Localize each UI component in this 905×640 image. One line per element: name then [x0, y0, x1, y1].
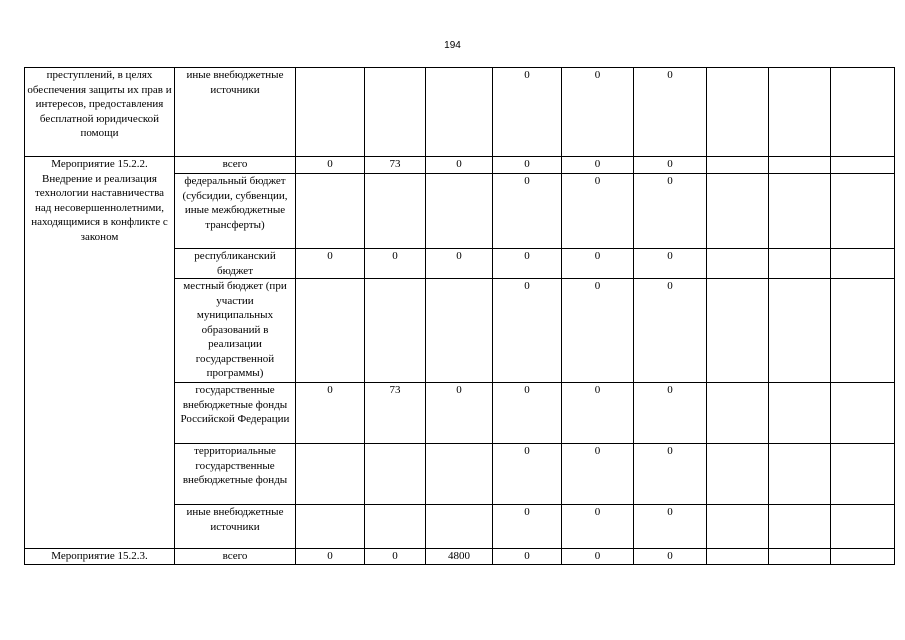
value-cell	[707, 279, 769, 383]
value-cell	[707, 174, 769, 249]
value-cell: 0	[634, 444, 707, 505]
value-cell	[365, 174, 426, 249]
value-cell	[769, 68, 831, 157]
value-cell: 0	[296, 157, 365, 174]
value-cell: 0	[493, 279, 562, 383]
value-cell: 0	[634, 174, 707, 249]
value-cell: 0	[493, 505, 562, 549]
budget-table	[24, 67, 895, 565]
value-cell: 0	[493, 157, 562, 174]
value-cell	[769, 549, 831, 565]
value-cell	[707, 444, 769, 505]
value-cell	[831, 383, 895, 444]
value-cell	[831, 505, 895, 549]
value-cell	[769, 383, 831, 444]
value-cell	[831, 157, 895, 174]
value-cell	[296, 68, 365, 157]
funding-source-cell: республиканский бюджет	[175, 249, 296, 279]
value-cell	[707, 383, 769, 444]
value-cell	[426, 174, 493, 249]
value-cell: 0	[562, 174, 634, 249]
value-cell	[296, 174, 365, 249]
value-cell: 0	[296, 383, 365, 444]
value-cell	[426, 68, 493, 157]
value-cell: 0	[562, 68, 634, 157]
funding-source-cell: территориальные государственные внебюджетные фонды	[175, 444, 296, 505]
value-cell	[831, 68, 895, 157]
value-cell: 0	[634, 549, 707, 565]
value-cell	[831, 549, 895, 565]
value-cell	[707, 505, 769, 549]
value-cell: 0	[493, 174, 562, 249]
value-cell: 0	[634, 157, 707, 174]
value-cell	[769, 505, 831, 549]
value-cell	[769, 444, 831, 505]
table-row	[25, 157, 895, 174]
event-cell: преступлений, в целях обеспечения защиты их прав и интересов, предоставления бесплатной юридической помощи	[25, 68, 175, 157]
value-cell: 0	[493, 383, 562, 444]
value-cell: 0	[365, 249, 426, 279]
table-body	[25, 68, 895, 565]
value-cell: 0	[634, 505, 707, 549]
value-cell	[426, 444, 493, 505]
value-cell: 0	[562, 157, 634, 174]
value-cell: 0	[634, 68, 707, 157]
value-cell	[769, 174, 831, 249]
value-cell: 0	[426, 383, 493, 444]
value-cell: 0	[562, 383, 634, 444]
funding-source-cell: иные внебюджетные источники	[175, 505, 296, 549]
value-cell: 0	[562, 249, 634, 279]
value-cell: 4800	[426, 549, 493, 565]
value-cell: 73	[365, 383, 426, 444]
funding-source-cell: всего	[175, 549, 296, 565]
page-number: 194	[444, 40, 461, 51]
value-cell	[831, 279, 895, 383]
value-cell	[365, 68, 426, 157]
value-cell: 0	[634, 249, 707, 279]
funding-source-cell: федеральный бюджет (субсидии, субвенции, иные межбюджетные трансферты)	[175, 174, 296, 249]
value-cell	[296, 505, 365, 549]
value-cell: 0	[562, 444, 634, 505]
value-cell: 0	[562, 279, 634, 383]
value-cell: 0	[634, 383, 707, 444]
value-cell	[769, 279, 831, 383]
value-cell	[426, 505, 493, 549]
value-cell	[831, 249, 895, 279]
value-cell	[707, 249, 769, 279]
funding-source-cell: всего	[175, 157, 296, 174]
table-row	[25, 549, 895, 565]
funding-source-cell: иные внебюджетные источники	[175, 68, 296, 157]
value-cell: 0	[493, 68, 562, 157]
value-cell	[707, 68, 769, 157]
value-cell: 73	[365, 157, 426, 174]
table-row	[25, 68, 895, 157]
value-cell	[365, 444, 426, 505]
value-cell: 0	[493, 549, 562, 565]
funding-source-cell: местный бюджет (при участии муниципальных образований в реализации государственной программы)	[175, 279, 296, 383]
value-cell: 0	[426, 157, 493, 174]
value-cell	[769, 157, 831, 174]
value-cell	[707, 157, 769, 174]
value-cell	[831, 444, 895, 505]
value-cell: 0	[296, 249, 365, 279]
value-cell: 0	[562, 505, 634, 549]
value-cell: 0	[296, 549, 365, 565]
funding-source-cell: государственные внебюджетные фонды Российской Федерации	[175, 383, 296, 444]
value-cell	[365, 505, 426, 549]
value-cell	[707, 549, 769, 565]
value-cell: 0	[562, 549, 634, 565]
value-cell	[296, 279, 365, 383]
value-cell: 0	[493, 444, 562, 505]
value-cell	[365, 279, 426, 383]
value-cell: 0	[426, 249, 493, 279]
value-cell: 0	[634, 279, 707, 383]
value-cell	[296, 444, 365, 505]
value-cell: 0	[493, 249, 562, 279]
value-cell	[831, 174, 895, 249]
value-cell	[426, 279, 493, 383]
value-cell: 0	[365, 549, 426, 565]
value-cell	[769, 249, 831, 279]
event-cell: Мероприятие 15.2.2. Внедрение и реализация технологии наставничества над несовершеннолетними, находящимися в конфликте с законом	[25, 157, 175, 549]
event-cell: Мероприятие 15.2.3.	[25, 549, 175, 565]
